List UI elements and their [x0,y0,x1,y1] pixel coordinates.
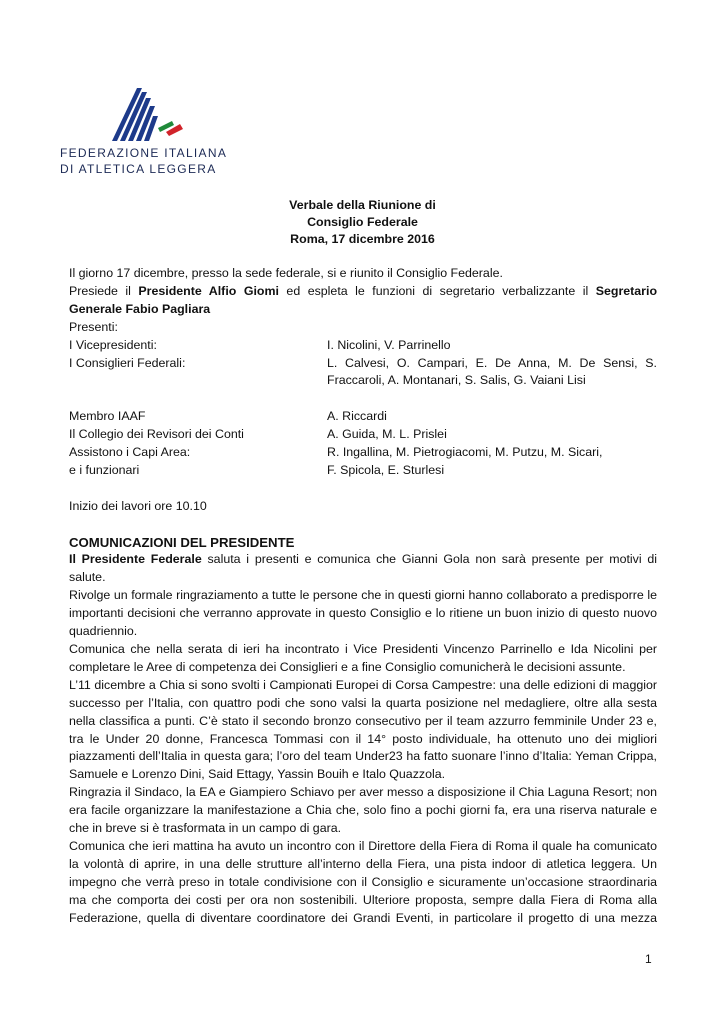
intro-paragraph: Il giorno 17 dicembre, presso la sede federale, si e riunito il Consiglio Federale. [69,266,503,280]
document-body [69,265,657,927]
spacer [69,390,657,408]
title-line-2: Consiglio Federale [307,215,418,229]
attendee-row [69,337,657,355]
fidal-logo [60,84,230,176]
text-span: ed espleta le funzioni di segretario verbalizzante il [278,283,596,298]
text-span: Presiede il [69,283,139,298]
section-paragraph: Ringrazia il Sindaco, la EA e Giampiero Schiavo per aver messo a disposizione il Chia Laguna Resort; non era facile organizzare la manifestazione a Chia che, solo fino a pochi giorni fa, era una riserva naturale e che in breve si è trasformata in un campo di gara. [69,785,657,836]
section-paragraph [69,551,657,587]
attendee-label: Il Collegio dei Revisori dei Conti [69,427,244,442]
spacer [69,516,657,534]
start-time: Inizio dei lavori ore 10.10 [69,498,207,513]
attendee-value: A. Riccardi [327,409,387,424]
secretary-name: Segretario Generale Fabio Pagliara [69,283,658,316]
title-line-3: Roma, 17 dicembre 2016 [290,232,435,246]
attendee-value: L. Calvesi, O. Campari, E. De Anna, M. De Sensi, S. Fraccaroli, A. Montanari, S. Salis, G. Vaiani Lisi [327,355,657,388]
logo-text-line2: DI ATLETICA LEGGERA [60,162,217,176]
attendee-label: Assistono i Capi Area: [69,445,191,460]
attendee-label: Membro IAAF [69,409,146,424]
attendee-label: I Consiglieri Federali: [69,355,186,370]
section-paragraph: Rivolge un formale ringraziamento a tutte le persone che in questi giorni hanno collaborato a predisporre le importanti decisioni che verranno approvate in questo Consiglio e lo ritiene un buon inizio di questo nuovo quadriennio. [69,588,657,639]
presenti-label: Presenti: [69,319,118,334]
attendee-label: e i funzionari [69,462,140,477]
section-paragraph: Comunica che ieri mattina ha avuto un incontro con il Direttore della Fiera di Roma il quale ha comunicato la volontà di aprire, in una delle strutture all’interno della Fiera, una pista indoor di atletica leggera. Un impegno che verrà preso in totale condivisione con il Consiglio e sicuramente un’occasione straordinaria ma che comporta dei costi per ora non sostenibili. Ulteriore proposta, sempre dalla Fiera di Roma alla Federazione, quella di diventare coordinatore dei Grandi Eventi, in particolare il progetto di una mezza [69,838,657,925]
section-heading: COMUNICAZIONI DEL PRESIDENTE [69,534,295,550]
president-label: Il Presidente Federale [69,552,202,567]
document-title [0,197,725,248]
section-paragraph: L’11 dicembre a Chia si sono svolti i Campionati Europei di Corsa Campestre: una delle edizioni di maggior successo per l’Italia, con quattro podi che sono valsi la quarta posizione nel medagliere, oltre alla sesta nella classifica a punti. C’è stato il secondo bronzo consecutivo per il team azzurro femminile Under 23 e, tra le Under 20 donne, Francesca Tommasi con il 14° posto individuale, ha ottenuto uno dei migliori piazzamenti dell’Italia in questa gara; l’oro del team Under23 ha fatto suonare l’inno d’Italia: Yeman Crippa, Samuele e Lorenzo Dini, Said Ettagy, Yassin Bouih e Italo Quazzola. [69,677,657,782]
fidal-emblem-icon [106,84,186,142]
title-line-1: Verbale della Riunione di [289,198,436,212]
attendee-row [69,444,657,462]
attendee-row [69,462,657,480]
attendee-value: F. Spicola, E. Sturlesi [327,462,445,477]
section-paragraph: Comunica che nella serata di ieri ha incontrato i Vice Presidenti Vincenzo Parrinello e Ida Nicolini per completare le Aree di competenza dei Consiglieri e a fine Consiglio comunicherà le decisioni assunte. [69,641,657,674]
presidency-paragraph [69,283,657,319]
attendee-value: R. Ingallina, M. Pietrogiacomi, M. Putzu, M. Sicari, [327,445,603,460]
president-name: Presidente Alfio Giomi [138,283,279,298]
attendee-value: A. Guida, M. L. Prislei [327,427,447,442]
attendee-row [69,426,657,444]
attendee-label: I Vicepresidenti: [69,337,157,352]
spacer [69,480,657,498]
text-span: saluta i presenti e comunica che Gianni Gola non sarà presente per motivi di salute. [69,552,658,585]
logo-text-line1: FEDERAZIONE ITALIANA [60,146,228,160]
page-number: 1 [645,952,652,966]
attendee-row [69,355,657,391]
attendee-row [69,408,657,426]
attendee-value: I. Nicolini, V. Parrinello [327,337,451,352]
